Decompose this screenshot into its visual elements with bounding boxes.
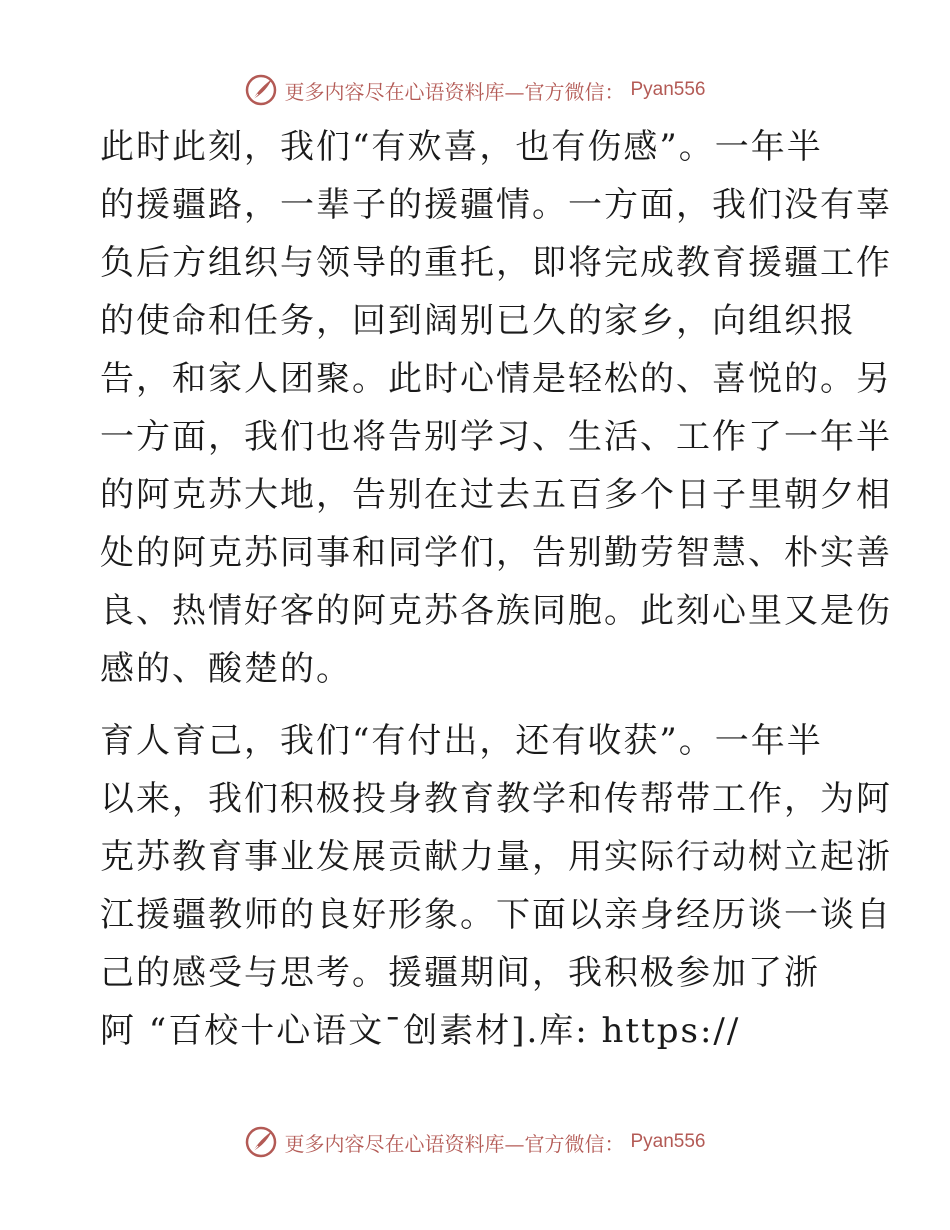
feather-pen-icon bbox=[244, 73, 278, 107]
watermark-account: Pyan556 bbox=[630, 1131, 706, 1152]
text-line: 处的阿克苏同事和同学们，告别勤劳智慧、朴实善 bbox=[100, 533, 892, 573]
document-body bbox=[100, 118, 892, 1060]
footer-watermark bbox=[0, 1122, 950, 1162]
feather-pen-icon bbox=[244, 1125, 278, 1159]
paragraph-1 bbox=[100, 118, 892, 698]
text-line: 以来，我们积极投身教育教学和传帮带工作，为阿 bbox=[100, 779, 892, 819]
text-line: 一方面，我们也将告别学习、生活、工作了一年半 bbox=[100, 417, 892, 457]
text-line: 良、热情好客的阿克苏各族同胞。此刻心里又是伤 bbox=[100, 591, 892, 631]
text-line: 感的、酸楚的。 bbox=[100, 649, 352, 689]
paragraph-2 bbox=[100, 712, 892, 1060]
text-line: 的援疆路，一辈子的援疆情。一方面，我们没有辜 bbox=[100, 185, 892, 225]
text-line: 的阿克苏大地，告别在过去五百多个日子里朝夕相 bbox=[100, 475, 892, 515]
text-line: 江援疆教师的良好形象。下面以亲身经历谈一谈自 bbox=[100, 895, 892, 935]
text-line: 告，和家人团聚。此时心情是轻松的、喜悦的。另 bbox=[100, 359, 892, 399]
text-line: 此时此刻，我们“有欢喜，也有伤感”。一年半 bbox=[100, 127, 823, 167]
text-line: 的使命和任务，回到阔别已久的家乡，向组织报 bbox=[100, 301, 856, 341]
watermark-text: 更多内容尽在心语资料库—官方微信： bbox=[284, 79, 625, 104]
text-line: 负后方组织与领导的重托，即将完成教育援疆工作 bbox=[100, 243, 892, 283]
text-line: 己的感受与思考。援疆期间，我积极参加了浙 bbox=[100, 953, 820, 993]
watermark-text: 更多内容尽在心语资料库—官方微信： bbox=[284, 1131, 625, 1156]
header-watermark bbox=[0, 70, 950, 110]
text-line: 阿 “百校十心语文¯创素材].库: https:// bbox=[100, 1011, 741, 1051]
text-line: 克苏教育事业发展贡献力量，用实际行动树立起浙 bbox=[100, 837, 892, 877]
text-line: 育人育己，我们“有付出，还有收获”。一年半 bbox=[100, 721, 823, 761]
watermark-account: Pyan556 bbox=[630, 79, 706, 100]
